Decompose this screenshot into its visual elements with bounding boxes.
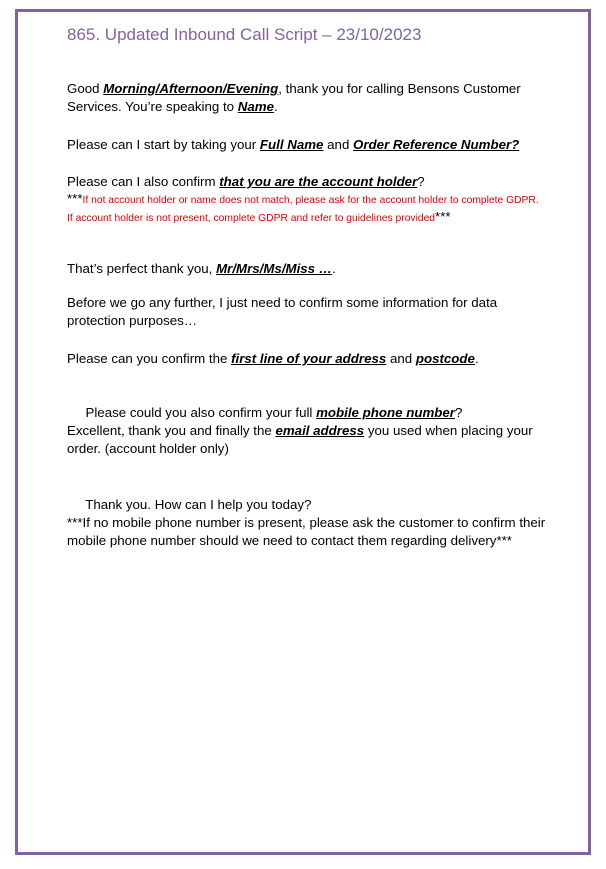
greeting-paragraph [67, 80, 547, 116]
mobile-note-paragraph [67, 514, 547, 550]
text: Please can you confirm the [67, 351, 232, 366]
text: ***If no mobile phone number is present, please ask the customer to confirm their mobile phone number should we need to contact them regarding delivery*** [67, 515, 546, 548]
text: ? [417, 174, 425, 189]
text: . [474, 351, 479, 366]
text: . [332, 261, 336, 276]
text: Excellent, thank you and finally the [67, 423, 276, 438]
text: and [386, 351, 416, 366]
gdpr-note [67, 191, 547, 227]
text: and [323, 137, 354, 152]
keyword-postcode: postcode [415, 351, 475, 366]
keyword-order-reference: Order Reference Number? [353, 137, 520, 152]
data-protection-paragraph [67, 294, 537, 330]
stars: *** [435, 209, 451, 224]
text: Thank you. How can I help you today? [81, 497, 312, 512]
text: Please can I also confirm [67, 174, 220, 189]
text: Please could you also confirm your full [81, 405, 317, 420]
page-title: 865. Updated Inbound Call Script – 23/10/2023 [67, 25, 422, 44]
keyword-email: email address [275, 423, 365, 438]
keyword-mobile: mobile phone number [316, 405, 455, 420]
text: That’s perfect thank you, [67, 261, 217, 276]
account-holder-paragraph [67, 173, 547, 191]
text: you used when placing your order. (account holder only) [67, 423, 533, 456]
gdpr-note-text: If not account holder or name does not match, please ask for the account holder to complete GDPR. If account holder is not present, complete GDPR and refer to guidelines provided [67, 195, 539, 224]
keyword-title: Mr/Mrs/Ms/Miss … [216, 261, 333, 276]
keyword-full-name: Full Name [259, 137, 324, 152]
full-name-paragraph [67, 136, 547, 154]
stars: *** [67, 191, 83, 206]
keyword-name: Name [237, 99, 274, 114]
text: Please can I start by taking your [67, 137, 260, 152]
address-paragraph [67, 350, 547, 368]
keyword-account-holder: that you are the account holder [219, 174, 418, 189]
text: . [273, 99, 278, 114]
keyword-time-of-day: Morning/Afternoon/Evening [103, 81, 279, 96]
email-paragraph [67, 422, 547, 458]
text: ? [454, 405, 463, 420]
keyword-address: first line of your address [231, 351, 387, 366]
text: Good [67, 81, 104, 96]
text: Before we go any further, I just need to confirm some information for data protection purposes… [67, 295, 498, 328]
perfect-paragraph [67, 260, 547, 278]
text: , thank you for calling Bensons Customer Services. You’re speaking to [67, 81, 521, 114]
